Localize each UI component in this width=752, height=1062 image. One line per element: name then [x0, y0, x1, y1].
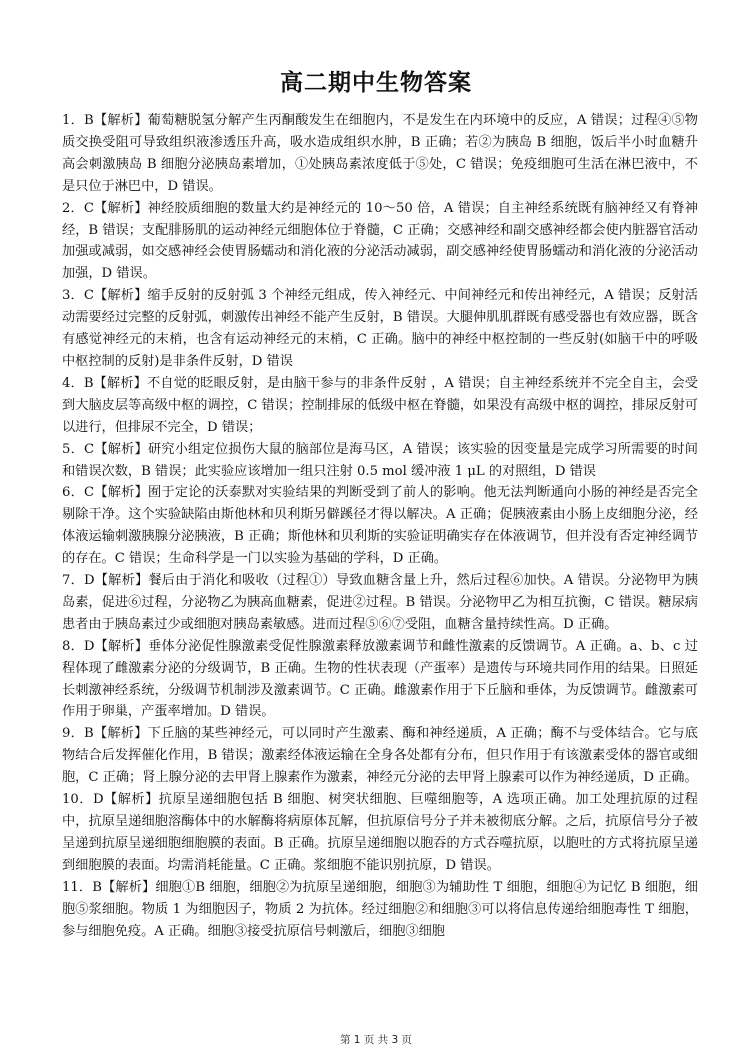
answer-item-6: 6．C【解析】囿于定论的沃泰默对实验结果的判断受到了前人的影响。他无法判断通向小肠的神经是否完全剔除干净。这个实验缺陷由斯他林和贝利斯另僻蹊径才得以解决。A 正确；促胰液素由小肠上皮细胞分泌，经体液运输刺激胰腺分泌胰液，B 正确；斯他林和贝利斯的实验证明确实存在体液调节，但并没有否定神经调节的存在。C 错误；生命科学是一门以实验为基础的学科，D 正确。 [62, 485, 698, 567]
answer-item-2: 2．C【解析】神经胶质细胞的数量大约是神经元的 10～50 倍，A 错误；自主神经系统既有脑神经又有脊神经，B 错误；支配腓肠肌的运动神经元细胞体位于脊髓，C 正确；交感神经和副交感神经都会使内脏器官活动加强或减弱，如交感神经会使胃肠蠕动和消化液的分泌活动减弱，副交感神经使胃肠蠕动和消化液的分泌活动加强，D 错误。 [62, 200, 698, 282]
answer-item-11: 11．B【解析】细胞①B 细胞，细胞②为抗原呈递细胞，细胞③为辅助性 T 细胞，细胞④为记忆 B 细胞，细胞⑤浆细胞。物质 1 为细胞因子，物质 2 为抗体。经过细胞②和细胞③可以将信息传递给细胞毒性 T 细胞，参与细胞免疫。A 正确。细胞③接受抗原信号刺激后，细胞③细胞 [62, 879, 698, 939]
page-title: 高二期中生物答案 [280, 70, 472, 96]
answer-item-9: 9．B【解析】下丘脑的某些神经元，可以同时产生激素、酶和神经递质，A 正确；酶不与受体结合。它与底物结合后发挥催化作用，B 错误；激素经体液运输在全身各处都有分布，但只作用于有该激素受体的器官或细胞，C 正确；肾上腺分泌的去甲肾上腺素作为激素，神经元分泌的去甲肾上腺素可以作为神经递质，D 正确。 [62, 726, 698, 786]
answer-item-8: 8．D【解析】垂体分泌促性腺激素受促性腺激素释放激素调节和雌性激素的反馈调节。A 正确。a、b、c 过程体现了雌激素分泌的分级调节，B 正确。生物的性状表现（产蛋率）是遗传与环境共同作用的结果。日照延长刺激神经系统，分级调节机制涉及激素调节。C 正确。雌激素作用于下丘脑和垂体，为反馈调节。雌激素可作用于卵巢，产蛋率增加。D 错误。 [62, 638, 698, 720]
answer-list [62, 110, 698, 942]
answer-item-1: 1．B【解析】葡萄糖脱氢分解产生丙酮酸发生在细胞内，不是发生在内环境中的反应，A 错误；过程④⑤物质交换受阻可导致组织液渗透压升高，吸水造成组织水肿，B 正确；若②为胰岛 B 细胞，饭后半小时血糖升高会刺激胰岛 B 细胞分泌胰岛素增加，①处胰岛素浓度低于⑤处，C 错误；免疫细胞可生活在淋巴液中，不是只位于淋巴中，D 错误。 [62, 113, 698, 194]
answer-item-4: 4．B【解析】不自觉的眨眼反射，是由脑干参与的非条件反射 ，A 错误；自主神经系统并不完全自主，会受到大脑皮层等高级中枢的调控，C 错误；控制排尿的低级中枢在脊髓，如果没有高级中枢的调控，排尿反射可以进行，但排尿不完全，D 错误； [62, 375, 698, 435]
answer-item-10: 10．D【解析】抗原呈递细胞包括 B 细胞、树突状细胞、巨噬细胞等，A 选项正确。加工处理抗原的过程中，抗原呈递细胞溶酶体中的水解酶将病原体瓦解，但抗原信号分子并未被彻底分解。之后，抗原信号分子被呈递到抗原呈递细胞细胞膜的表面。B 正确。抗原呈递细胞以胞吞的方式吞噬抗原，以胞吐的方式将抗原呈递到细胞膜的表面。均需消耗能量。C 正确。浆细胞不能识别抗原，D 错误。 [62, 792, 698, 873]
answer-item-7: 7．D【解析】餐后由于消化和吸收（过程①）导致血糖含量上升，然后过程⑥加快。A 错误。分泌物甲为胰岛素，促进⑥过程，分泌物乙为胰高血糖素，促进②过程。B 错误。分泌物甲乙为相互抗衡，C 错误。糖尿病患者由于胰岛素过少或细胞对胰岛素敏感。进而过程⑤⑥⑦受阻，血糖含量持续性高。D 正确。 [62, 573, 698, 632]
page-footer: 第 1 页 共 3 页 [339, 1034, 413, 1046]
answer-item-5: 5．C【解析】研究小组定位损伤大鼠的脑部位是海马区，A 错误；该实验的因变量是完成学习所需要的时间和错误次数，B 错误；此实验应该增加一组只注射 0.5 mol 缓冲液 1 μL 的对照组，D 错误 [62, 441, 698, 479]
answer-item-3: 3．C【解析】缩手反射的反射弧 3 个神经元组成，传入神经元、中间神经元和传出神经元，A 错误；反射活动需要经过完整的反射弧，刺激传出神经不能产生反射，B 错误。大腿伸肌肌群既有感受器也有效应器，既含有感觉神经元的末梢，也含有运动神经元的末梢，C 正确。脑中的神经中枢控制的一些反射(如脑干中的呼吸中枢控制的反射)是非条件反射，D 错误 [62, 288, 698, 369]
